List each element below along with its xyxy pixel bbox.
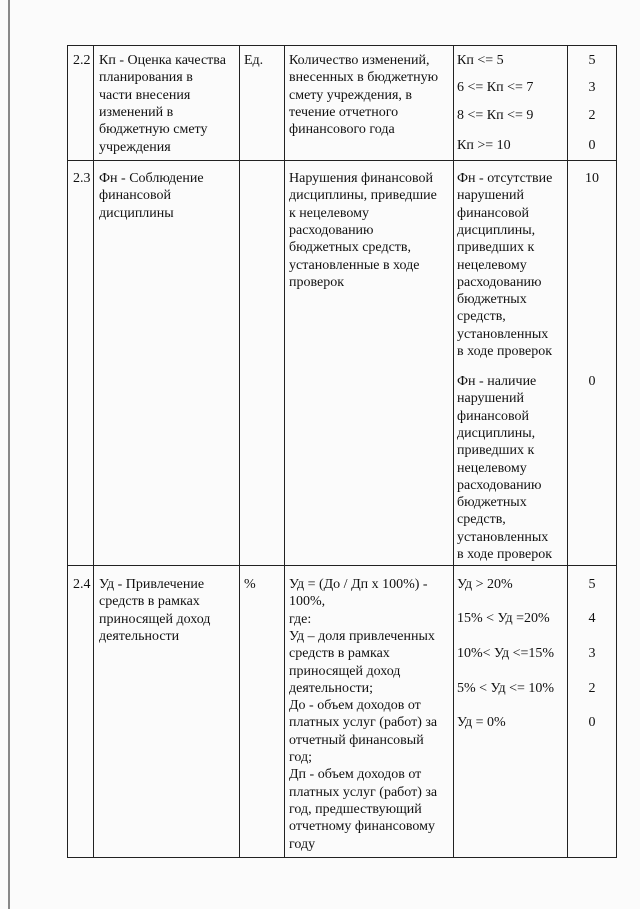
description-text: средств в рамках (289, 646, 390, 662)
indicator-text: Фн - Соблюдение (99, 171, 204, 186)
score-value: 3 (588, 80, 596, 95)
criterion-text: средств, (457, 512, 506, 528)
column-divider (284, 45, 285, 858)
criterion-text: Уд = 0% (457, 715, 506, 730)
score-value: 2 (588, 681, 596, 696)
criterion-text: в ходе проверок (457, 547, 553, 562)
criterion-text: Фн - отсутствие (457, 171, 553, 186)
description-text: внесенных в бюджетную (289, 70, 439, 86)
description-text: финансового года (289, 122, 395, 138)
description-text: Уд = (До / Дп х 100%) - (289, 577, 428, 592)
indicator-text: финансовой (99, 188, 171, 204)
criterion-text: 5% < Уд <= 10% (457, 681, 555, 696)
description-text: приносящей доход (289, 663, 401, 679)
description-text: Нарушения финансовой (289, 171, 434, 186)
column-divider (453, 45, 454, 858)
description-text: отчетному финансовому (289, 819, 435, 835)
indicator-text: деятельности (99, 628, 180, 644)
description-text: дисциплины, приведшие (289, 188, 437, 204)
score-value: 5 (588, 577, 596, 592)
score-value: 0 (588, 374, 596, 389)
criterion-text: Уд > 20% (457, 577, 513, 592)
indicator-text: Кп - Оценка качества (99, 53, 226, 68)
row-divider (67, 565, 617, 566)
description-text: где: (289, 611, 312, 627)
description-text: расходованию (289, 222, 374, 238)
criterion-text: дисциплины, (457, 425, 536, 441)
score-value: 10 (585, 171, 599, 186)
criterion-text: 8 <= Кп <= 9 (457, 108, 534, 123)
description-text: к нецелевому (289, 205, 370, 221)
score-value: 0 (588, 138, 596, 153)
description-text: Количество изменений, (289, 53, 430, 68)
row-number: 2.3 (73, 171, 91, 186)
row-divider (67, 160, 617, 161)
criterion-text: установленных (457, 326, 549, 342)
criterion-text: Кп <= 5 (457, 53, 504, 68)
criterion-text: расходованию (457, 274, 542, 290)
description-text: бюджетных средств, (289, 240, 412, 256)
description-text: году (289, 836, 316, 852)
table-top-border (67, 45, 617, 46)
row-number: 2.2 (73, 53, 91, 68)
indicator-text: части внесения (99, 87, 191, 103)
criterion-text: установленных (457, 529, 549, 545)
column-divider (93, 45, 94, 858)
criterion-text: расходованию (457, 477, 542, 493)
criterion-text: нарушений (457, 188, 524, 204)
indicator-text: дисциплины (99, 205, 174, 221)
criterion-text: 6 <= Кп <= 7 (457, 80, 534, 95)
description-text: отчетный финансовый (289, 732, 424, 748)
criterion-text: 15% < Уд =20% (457, 611, 550, 626)
indicator-text: средств в рамках (99, 594, 200, 610)
criterion-text: бюджетных (457, 292, 527, 308)
criterion-text: средств, (457, 309, 506, 325)
description-text: течение отчетного (289, 104, 399, 120)
criterion-text: нецелевому (457, 257, 527, 273)
criterion-text: в ходе проверок (457, 344, 553, 359)
indicator-text: бюджетную смету (99, 122, 208, 138)
indicator-text: учреждения (99, 139, 171, 155)
criterion-text: бюджетных (457, 495, 527, 511)
score-value: 0 (588, 715, 596, 730)
unit-text: % (244, 577, 256, 592)
criterion-text: приведших к (457, 240, 535, 256)
score-value: 2 (588, 108, 596, 123)
column-divider (239, 45, 240, 858)
criterion-text: Фн - наличие (457, 374, 537, 389)
description-text: Уд – доля привлеченных (289, 628, 435, 644)
indicator-text: планирования в (99, 70, 193, 86)
criterion-text: 10%< Уд <=15% (457, 646, 555, 661)
column-divider (567, 45, 568, 858)
criterion-text: Кп >= 10 (457, 138, 511, 153)
criterion-text: финансовой (457, 205, 529, 221)
description-text: установленные в ходе (289, 257, 420, 273)
description-text: смету учреждения, в (289, 87, 413, 103)
description-text: деятельности; (289, 680, 374, 696)
description-text: До - объем доходов от (289, 698, 421, 714)
score-value: 4 (588, 611, 596, 626)
description-text: проверок (289, 274, 345, 290)
score-value: 5 (588, 53, 596, 68)
score-value: 3 (588, 646, 596, 661)
criterion-text: приведших к (457, 443, 535, 459)
indicator-text: приносящей доход (99, 611, 211, 627)
unit-text: Ед. (244, 53, 264, 68)
description-text: платных услуг (работ) за (289, 784, 438, 800)
description-text: платных услуг (работ) за (289, 715, 438, 731)
table-bottom-border (67, 857, 617, 858)
criterion-text: финансовой (457, 408, 529, 424)
table-left-border (67, 45, 68, 858)
indicator-text: Уд - Привлечение (99, 577, 205, 592)
indicator-text: изменений в (99, 104, 174, 120)
table-right-border (616, 45, 617, 858)
row-number: 2.4 (73, 577, 91, 592)
description-text: 100%, (289, 594, 326, 610)
criterion-text: нецелевому (457, 460, 527, 476)
criterion-text: нарушений (457, 391, 524, 407)
description-text: Дп - объем доходов от (289, 767, 422, 783)
criterion-text: дисциплины, (457, 222, 536, 238)
description-text: год; (289, 750, 313, 765)
description-text: год, предшествующий (289, 801, 422, 817)
